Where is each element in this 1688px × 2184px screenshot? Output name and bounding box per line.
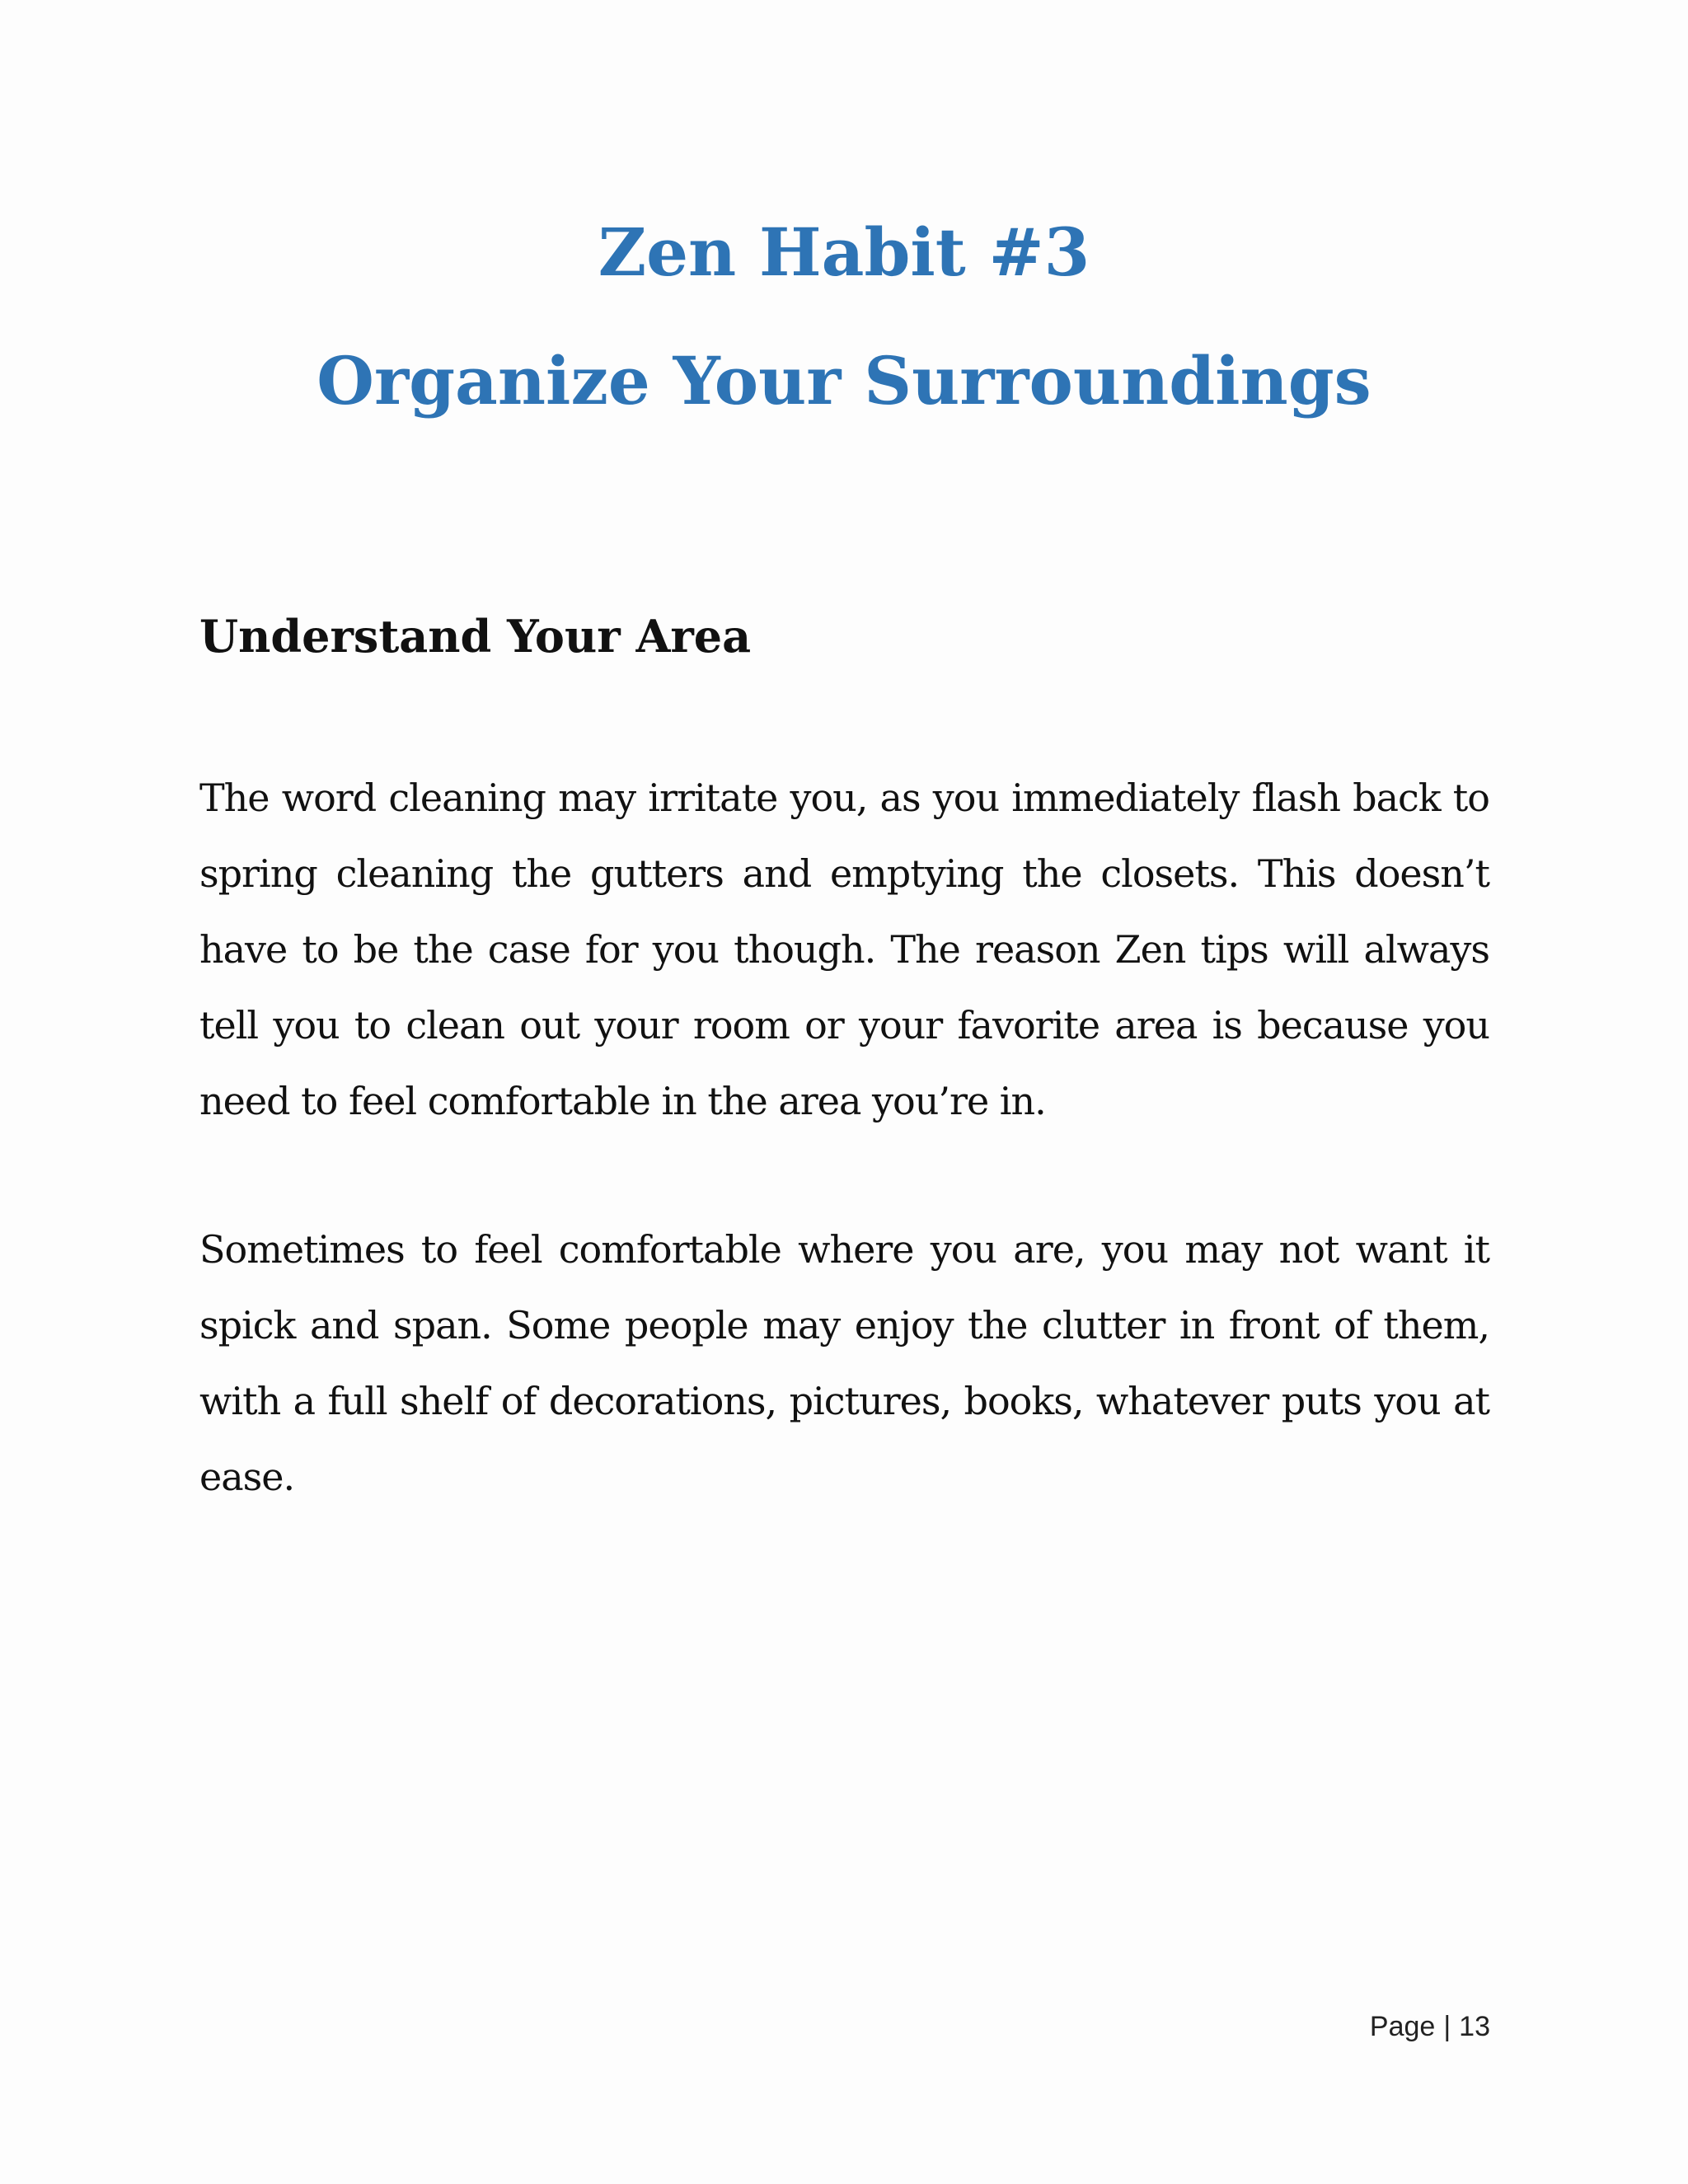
chapter-title bbox=[0, 188, 1688, 445]
page-separator: | bbox=[1443, 2011, 1451, 2042]
page-footer bbox=[1370, 2011, 1490, 2043]
body-paragraph-1: The word cleaning may irritate you, as you immediately flash back to spring cleaning the gutters and emptying the closets. This doesn’t have to be the case for you though. The reason Zen tips will always tell you to clean out your room or your favorite area is because you need to feel comfortable in the area you’re in. bbox=[199, 776, 1489, 1123]
page-label: Page bbox=[1369, 2011, 1436, 2042]
section-content bbox=[199, 603, 1489, 1515]
chapter-title-line-1: Zen Habit #3 bbox=[598, 213, 1090, 291]
section-heading: Understand Your Area bbox=[199, 610, 752, 663]
chapter-title-line-2: Organize Your Surroundings bbox=[316, 342, 1372, 419]
body-paragraph-2: Sometimes to feel comfortable where you are, you may not want it spick and span. Some people may enjoy the clutter in front of them, with a full shelf of decorations, pictures, books, whatever puts you at ease. bbox=[199, 1227, 1489, 1499]
page-number: 13 bbox=[1459, 2011, 1490, 2042]
